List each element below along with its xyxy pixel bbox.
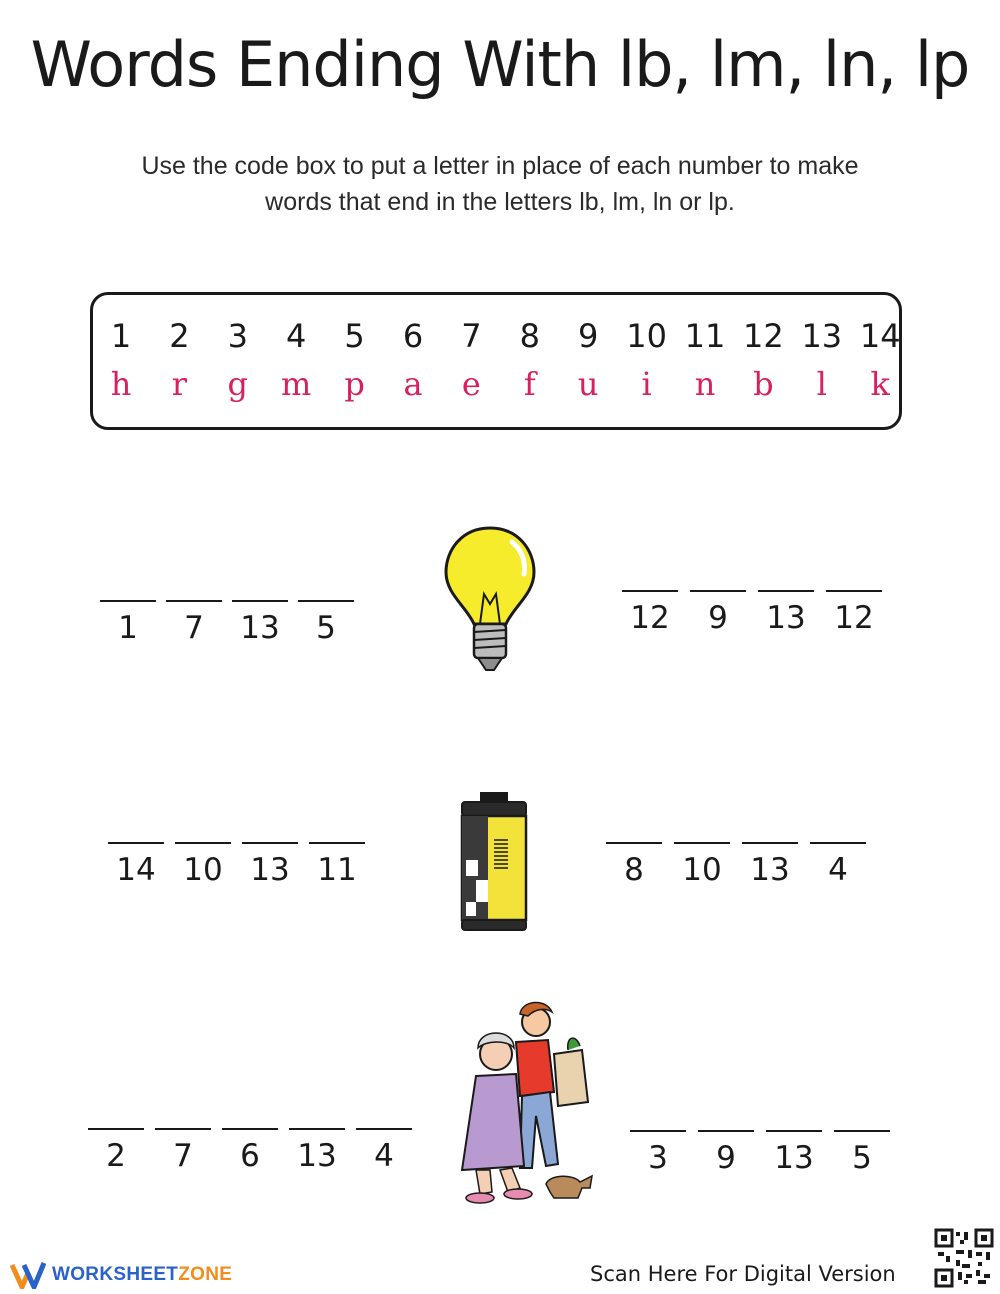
instructions-line-2: words that end in the letters lb, lm, ln or lp.: [265, 188, 735, 216]
code-number: 10: [626, 317, 667, 355]
film-roll-image: [458, 790, 530, 932]
code-letter: r: [171, 365, 188, 403]
code-cell: [327, 313, 383, 407]
blank-number: 4: [828, 852, 848, 888]
code-letter: m: [281, 365, 312, 403]
blank-number: 5: [852, 1140, 872, 1176]
blank-line: [622, 590, 678, 592]
blank-number: 1: [118, 610, 138, 646]
blank-number: 10: [682, 852, 722, 888]
instructions-line-1: Use the code box to put a letter in place of each number to make: [141, 152, 859, 180]
code-cell: [385, 313, 441, 407]
blank-line: [309, 842, 365, 844]
code-number: 6: [402, 317, 424, 355]
code-letter: f: [523, 365, 536, 403]
blank-line: [674, 842, 730, 844]
code-letter: n: [694, 365, 716, 403]
code-cell: [210, 313, 266, 407]
code-cell: [794, 313, 850, 407]
blank-number: 5: [316, 610, 336, 646]
blank-number: 14: [116, 852, 156, 888]
blank-line: [606, 842, 662, 844]
code-number: 8: [519, 317, 540, 355]
blank-line: [630, 1130, 686, 1132]
blank-number: 13: [750, 852, 790, 888]
code-cell: [93, 313, 149, 407]
code-number: 11: [684, 317, 726, 355]
blank-number: 9: [716, 1140, 736, 1176]
code-number: 9: [578, 317, 599, 355]
blank-number: 7: [184, 610, 204, 646]
code-cell: [502, 313, 558, 407]
blank-line: [698, 1130, 754, 1132]
blank-number: 10: [183, 852, 223, 888]
code-cell: [677, 313, 733, 407]
blank-line: [826, 590, 882, 592]
code-box: [90, 292, 902, 430]
blank-line: [88, 1128, 144, 1130]
code-letter: a: [403, 365, 423, 403]
blank-line: [766, 1130, 822, 1132]
blank-number: 12: [630, 600, 670, 636]
page-title: Words Ending With lb, lm, ln, lp: [30, 28, 970, 101]
blank-line: [155, 1128, 211, 1130]
blank-number: 13: [250, 852, 290, 888]
logo-word-worksheet: WORKSHEET: [52, 1264, 179, 1285]
blank-number: 7: [173, 1138, 193, 1174]
code-letter: l: [816, 365, 827, 403]
blank-number: 12: [834, 600, 874, 636]
blank-number: 3: [648, 1140, 668, 1176]
blank-line: [742, 842, 798, 844]
code-letter: e: [461, 365, 481, 403]
blank-line: [758, 590, 814, 592]
code-number: 13: [801, 317, 843, 355]
code-number: 14: [859, 317, 901, 355]
people-walking-image: [450, 996, 600, 1208]
light-bulb-image: [440, 524, 540, 676]
blank-line: [289, 1128, 345, 1130]
blank-line: [108, 842, 164, 844]
blank-line: [166, 600, 222, 602]
code-letter: i: [641, 365, 652, 403]
blank-line: [356, 1128, 412, 1130]
blank-number: 4: [374, 1138, 394, 1174]
code-number: 12: [743, 317, 784, 355]
blank-line: [222, 1128, 278, 1130]
qr-code-icon[interactable]: [934, 1228, 994, 1288]
blank-line: [834, 1130, 890, 1132]
code-number: 1: [110, 317, 132, 355]
logo-text: [52, 1264, 232, 1286]
code-cell: [735, 313, 791, 407]
blank-line: [100, 600, 156, 602]
blank-number: 13: [774, 1140, 814, 1176]
blank-number: 13: [240, 610, 280, 646]
blank-number: 11: [317, 852, 357, 888]
scan-text: Scan Here For Digital Version: [590, 1262, 896, 1286]
code-number: 3: [227, 317, 248, 355]
code-cell: [560, 313, 616, 407]
blank-line: [810, 842, 866, 844]
code-cell: [852, 313, 908, 407]
logo-word-zone: ZONE: [178, 1264, 233, 1285]
code-letter: k: [870, 365, 890, 403]
blank-number: 13: [297, 1138, 337, 1174]
blank-line: [298, 600, 354, 602]
code-cell: [619, 313, 675, 407]
blank-line: [232, 600, 288, 602]
code-letter: b: [753, 365, 774, 403]
blank-number: 2: [106, 1138, 126, 1174]
code-number: 7: [461, 317, 482, 355]
code-number: 5: [344, 317, 365, 355]
blank-line: [242, 842, 298, 844]
code-number: 2: [169, 317, 190, 355]
code-letter: h: [110, 365, 132, 403]
code-cell: [443, 313, 499, 407]
code-cell: [151, 313, 207, 407]
instructions: [80, 148, 920, 220]
blank-line: [690, 590, 746, 592]
blank-line: [175, 842, 231, 844]
worksheet-zone-logo[interactable]: [10, 1258, 232, 1292]
blank-number: 8: [624, 852, 644, 888]
logo-mark-icon: [10, 1261, 46, 1289]
code-letter: p: [344, 365, 365, 403]
code-cell: [268, 313, 324, 407]
code-number: 4: [286, 317, 307, 355]
code-letter: g: [227, 365, 249, 403]
blank-number: 6: [240, 1138, 260, 1174]
blank-number: 13: [766, 600, 806, 636]
blank-number: 9: [708, 600, 728, 636]
code-letter: u: [577, 365, 599, 403]
